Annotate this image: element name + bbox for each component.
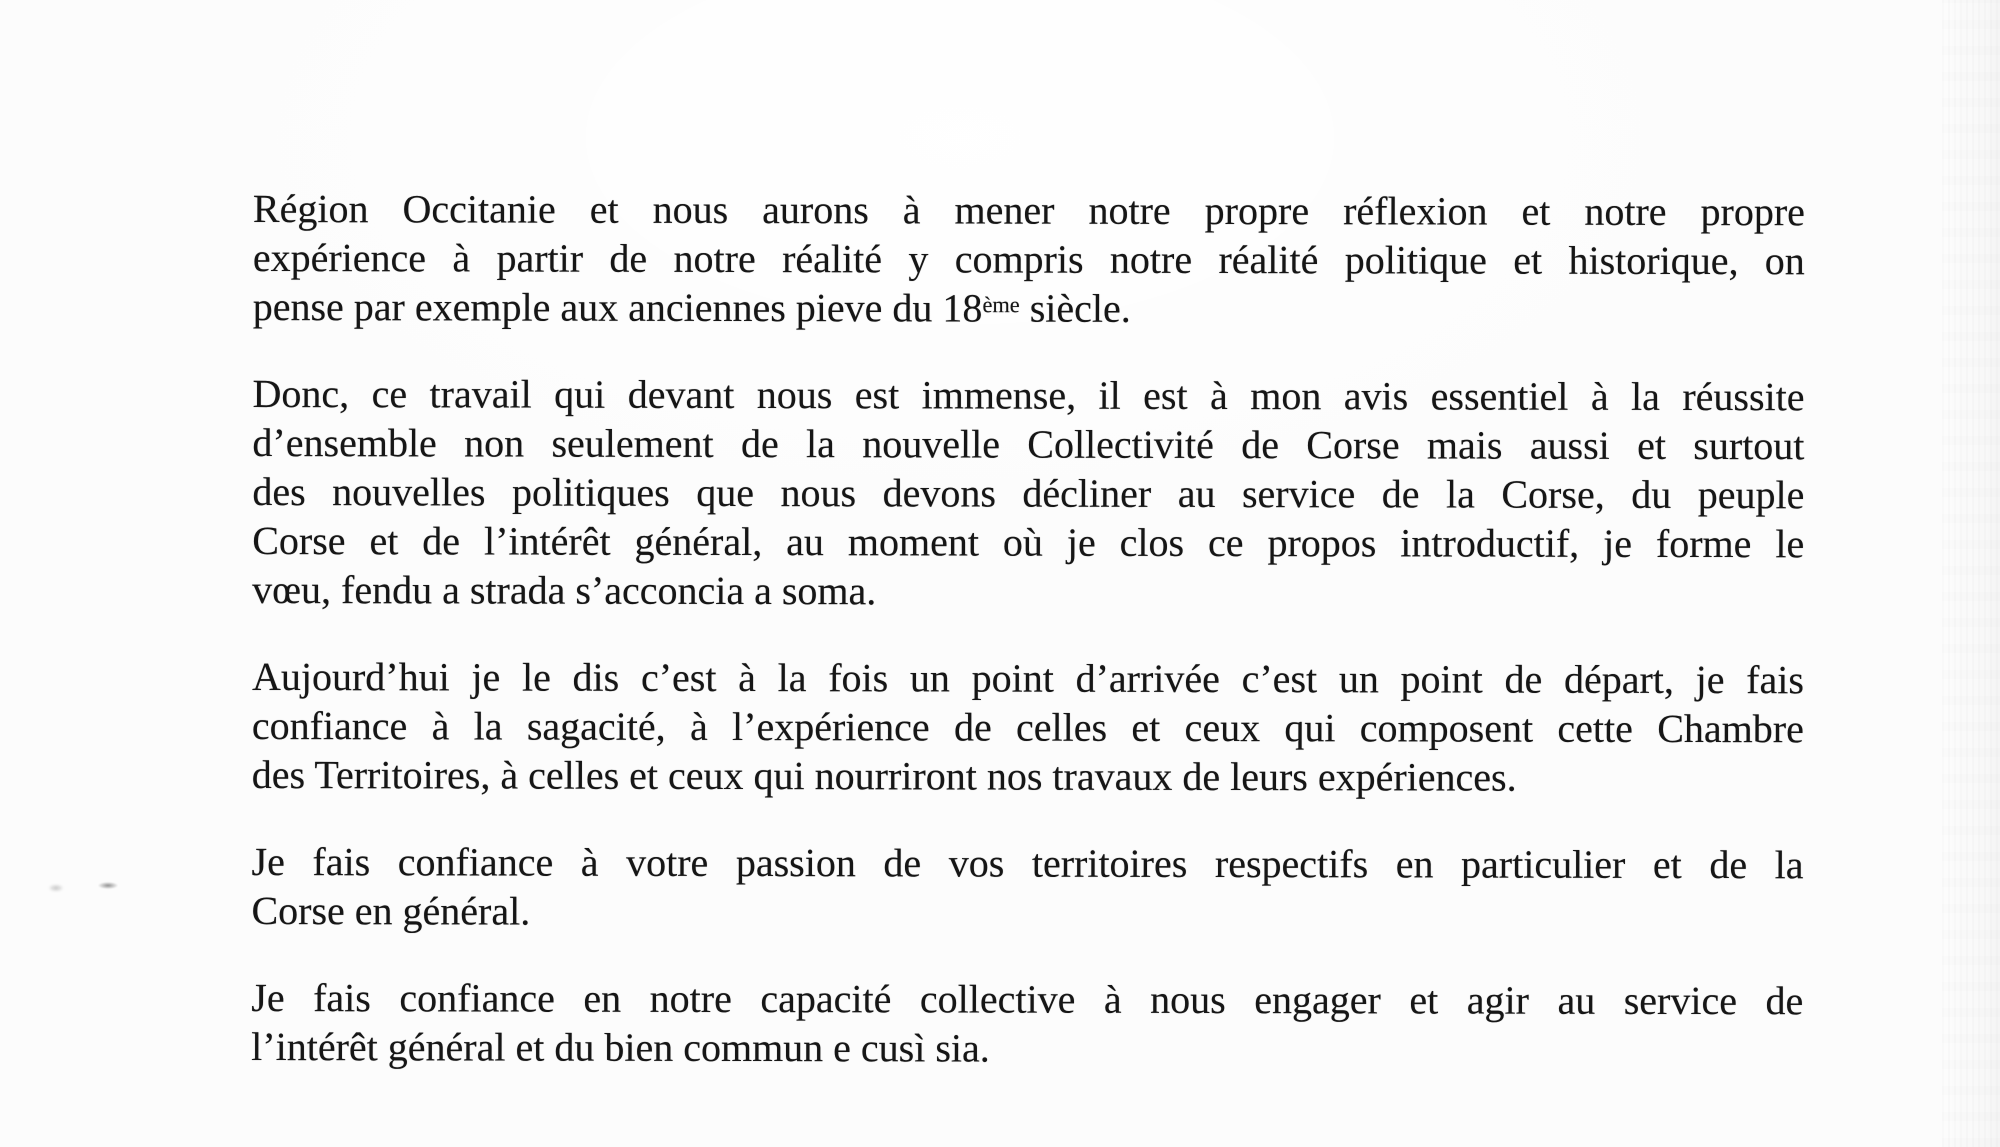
paragraph	[253, 184, 1805, 334]
scan-smudge	[48, 884, 64, 892]
text-line: Je fais confiance à votre passion de vos territoires respectifs en particulier et de la	[251, 838, 1804, 888]
text-segment: pense par exemple aux anciennes pieve du 18	[252, 283, 983, 331]
text-line: Je fais confiance en notre capacité collective à nous engager et agir au service de	[251, 974, 1804, 1024]
text-segment: siècle.	[1019, 285, 1131, 331]
text-line: Corse et de l’intérêt général, au moment où je clos ce propos introductif, je forme le	[252, 517, 1805, 567]
paragraph	[251, 837, 1803, 938]
text-line: l’intérêt général et du bien commun e cusì sia.	[251, 1023, 990, 1071]
text-line: expérience à partir de notre réalité y compris notre réalité politique et historique, on	[252, 234, 1805, 284]
text-line: Aujourd’hui je le dis c’est à la fois un point d’arrivée c’est un point de départ, je fais	[251, 653, 1805, 703]
text-line: confiance à la sagacité, à l’expérience de celles et ceux qui composent cette Chambre	[251, 702, 1804, 752]
document-text	[251, 184, 1805, 1074]
text-line: d’ensemble non seulement de la nouvelle Collectivité de Corse mais aussi et surtout	[252, 419, 1805, 469]
paragraph	[251, 973, 1803, 1074]
text-line: Corse en général.	[251, 887, 531, 934]
text-line: vœu, fendu a strada s’acconcia a soma.	[252, 566, 877, 614]
paragraph	[252, 652, 1804, 802]
superscript-ordinal: ème	[982, 292, 1020, 318]
text-line	[253, 282, 1805, 334]
scan-smudge	[98, 882, 118, 889]
text-line: des nouvelles politiques que nous devons décliner au service de la Corse, du peuple	[252, 468, 1805, 518]
text-line: des Territoires, à celles et ceux qui nourriront nos travaux de leurs expériences.	[251, 751, 1517, 800]
text-line: Région Occitanie et nous aurons à mener notre propre réflexion et notre propre	[252, 186, 1805, 235]
scan-edge-noise	[1942, 0, 2000, 1147]
paragraph	[252, 369, 1805, 617]
text-line: Donc, ce travail qui devant nous est immense, il est à mon avis essentiel à la réussite	[252, 370, 1805, 420]
